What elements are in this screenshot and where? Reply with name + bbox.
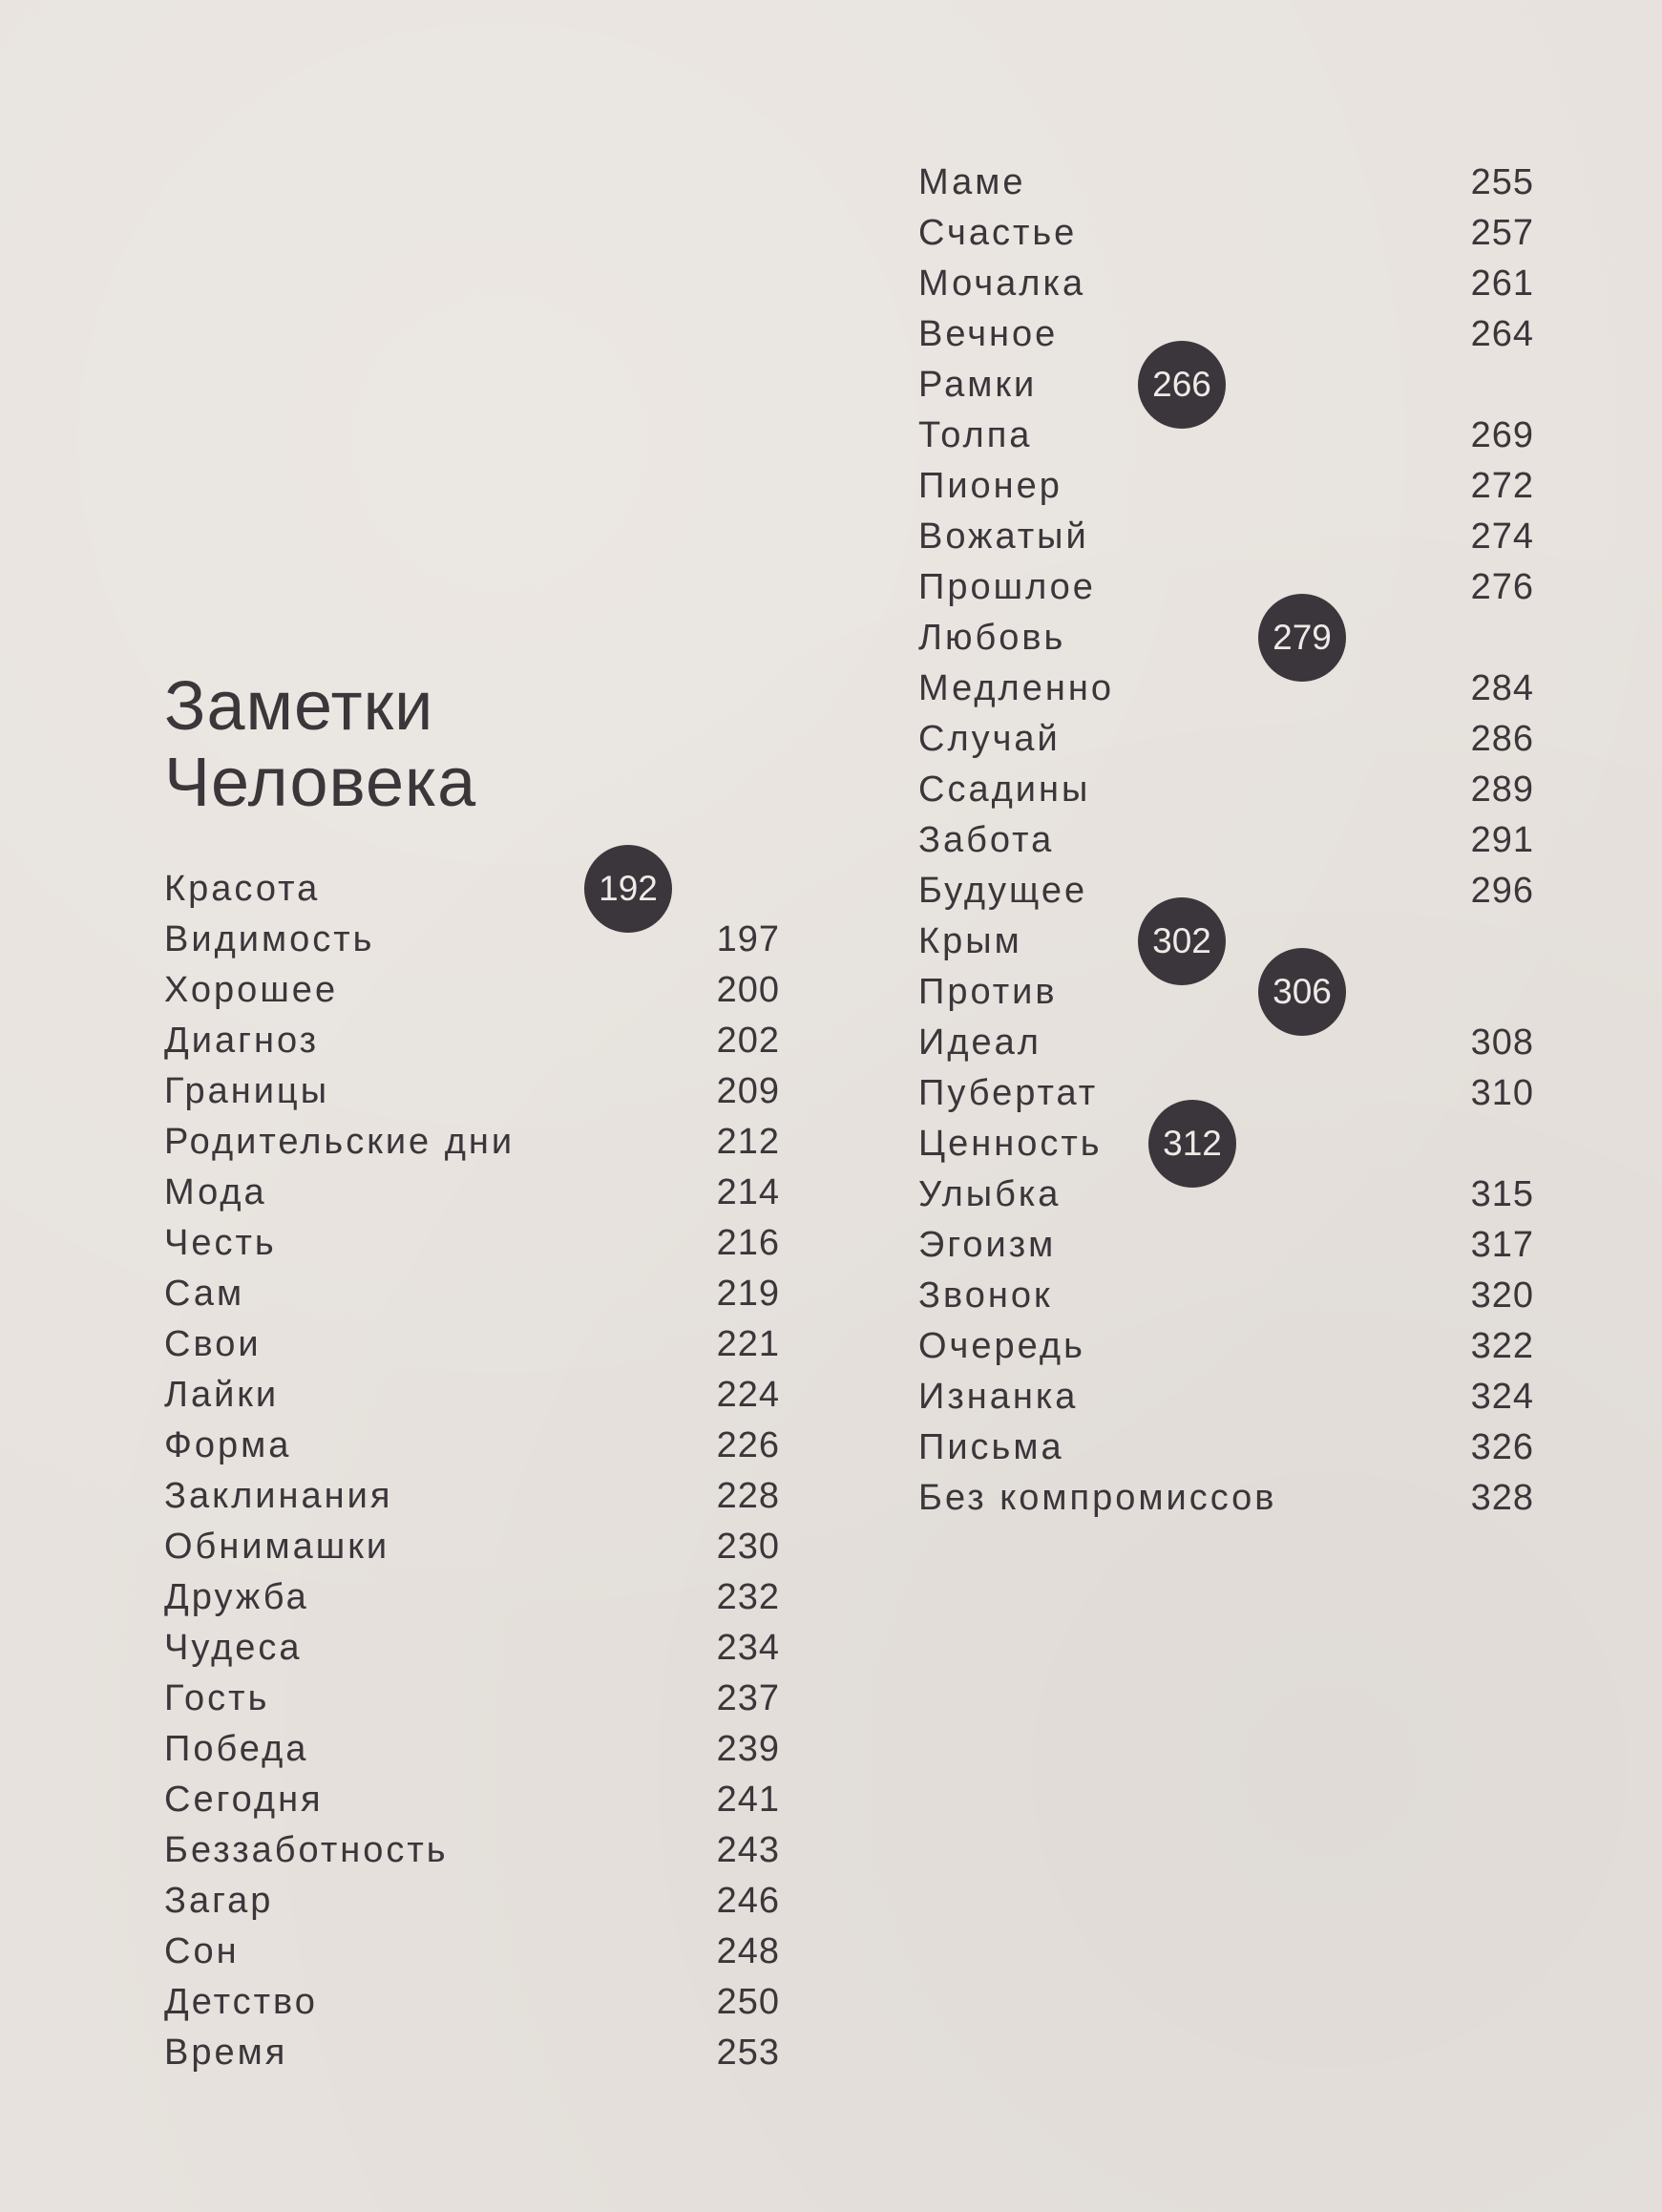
toc-entry — [164, 864, 780, 915]
toc-entry-page: 261 — [1470, 263, 1534, 304]
toc-entry — [164, 1168, 780, 1218]
toc-entry — [918, 1372, 1534, 1422]
toc-entry-title: Форма — [164, 1425, 292, 1465]
toc-entry — [918, 259, 1534, 309]
toc-entry-title: Беззаботность — [164, 1830, 449, 1870]
toc-entry-title: Чудеса — [164, 1628, 303, 1668]
toc-entry-page-highlight-dot: 302 — [1138, 897, 1226, 985]
toc-entry-title: Время — [164, 2033, 288, 2073]
toc-entry-page-highlight-dot: 306 — [1258, 948, 1346, 1036]
toc-entry-page: 232 — [716, 1577, 780, 1617]
toc-entry-title: Без компромиссов — [918, 1478, 1277, 1518]
toc-entry — [164, 1724, 780, 1775]
toc-entry — [918, 664, 1534, 714]
toc-entry-page-highlight-dot: 312 — [1148, 1100, 1236, 1188]
toc-entry-title: Границы — [164, 1071, 329, 1111]
toc-entry — [918, 1220, 1534, 1271]
toc-entry-title: Ссадины — [918, 769, 1091, 810]
toc-entry-page: 324 — [1470, 1377, 1534, 1417]
toc-entry-page: 216 — [716, 1223, 780, 1263]
toc-entry-page: 315 — [1470, 1174, 1534, 1214]
toc-entry-title: Обнимашки — [164, 1527, 390, 1567]
toc-entry-page: 228 — [716, 1476, 780, 1516]
toc-entry-title: Вожатый — [918, 516, 1089, 557]
toc-entry-title: Прошлое — [918, 567, 1096, 607]
section-title-line-1: Заметки — [164, 668, 434, 745]
toc-entry — [918, 461, 1534, 512]
toc-entry-title: Красота — [164, 869, 321, 909]
toc-entry-page: 241 — [716, 1780, 780, 1820]
toc-entry-title: Очередь — [918, 1326, 1085, 1366]
toc-entry-page: 246 — [716, 1881, 780, 1921]
toc-entry-page: 326 — [1470, 1427, 1534, 1467]
toc-entry — [164, 1471, 780, 1522]
toc-entry — [918, 1473, 1534, 1524]
toc-entry-title: Победа — [164, 1729, 309, 1769]
toc-entry-title: Лайки — [164, 1375, 280, 1415]
toc-entry — [918, 309, 1534, 360]
toc-entry-title: Вечное — [918, 314, 1059, 354]
toc-entry — [164, 1876, 780, 1927]
toc-entry-page: 310 — [1470, 1073, 1534, 1113]
toc-entry — [918, 765, 1534, 815]
toc-entry — [164, 1522, 780, 1572]
toc-entry — [918, 158, 1534, 208]
toc-entry-title: Мочалка — [918, 263, 1086, 304]
toc-entry — [918, 1271, 1534, 1321]
toc-entry-page: 234 — [716, 1628, 780, 1668]
toc-entry-page: 276 — [1470, 567, 1534, 607]
toc-entry-title: Пионер — [918, 466, 1062, 506]
toc-entry — [918, 562, 1534, 613]
toc-entry — [164, 1269, 780, 1319]
toc-entry — [918, 512, 1534, 562]
toc-entry — [164, 1421, 780, 1471]
toc-entry-page-highlight-dot: 266 — [1138, 341, 1226, 429]
toc-entry — [918, 1321, 1534, 1372]
toc-entry-title: Эгоизм — [918, 1225, 1057, 1265]
toc-left-column — [164, 864, 780, 2078]
toc-entry-title: Мода — [164, 1172, 267, 1212]
toc-entry — [918, 714, 1534, 765]
toc-entry-title: Любовь — [918, 618, 1066, 658]
toc-entry-title: Забота — [918, 820, 1055, 860]
toc-entry-page: 255 — [1470, 162, 1534, 202]
toc-entry-page: 264 — [1470, 314, 1534, 354]
toc-entry — [164, 1977, 780, 2028]
toc-entry — [918, 1018, 1534, 1068]
toc-entry — [164, 1319, 780, 1370]
toc-entry-title: Гость — [164, 1678, 270, 1718]
toc-entry-title: Родительские дни — [164, 1122, 515, 1162]
toc-entry-page: 308 — [1470, 1022, 1534, 1063]
section-title — [164, 668, 476, 821]
toc-entry — [918, 613, 1534, 664]
toc-entry-page: 286 — [1470, 719, 1534, 759]
toc-entry — [918, 815, 1534, 866]
toc-entry — [918, 411, 1534, 461]
toc-entry-page: 320 — [1470, 1275, 1534, 1316]
toc-entry-page-highlight-dot: 192 — [584, 845, 672, 933]
toc-entry-page: 230 — [716, 1527, 780, 1567]
toc-entry-title: Письма — [918, 1427, 1064, 1467]
toc-right-column — [918, 158, 1534, 1524]
toc-entry-page: 250 — [716, 1982, 780, 2022]
toc-entry-page: 212 — [716, 1122, 780, 1162]
toc-entry — [918, 1422, 1534, 1473]
toc-entry-title: Будущее — [918, 871, 1088, 911]
toc-entry-title: Сон — [164, 1931, 240, 1971]
toc-entry — [164, 1674, 780, 1724]
toc-entry-page: 257 — [1470, 213, 1534, 253]
toc-entry — [918, 360, 1534, 411]
toc-entry — [164, 1775, 780, 1825]
toc-entry-title: Диагноз — [164, 1021, 320, 1061]
toc-entry-title: Загар — [164, 1881, 274, 1921]
toc-entry-page: 202 — [716, 1021, 780, 1061]
section-title-line-2: Человека — [164, 745, 477, 821]
toc-entry — [918, 1119, 1534, 1169]
toc-entry-title: Звонок — [918, 1275, 1053, 1316]
toc-entry-title: Заклинания — [164, 1476, 393, 1516]
toc-entry-page: 322 — [1470, 1326, 1534, 1366]
toc-entry-page: 221 — [716, 1324, 780, 1364]
toc-entry-title: Медленно — [918, 668, 1114, 708]
toc-entry-page: 224 — [716, 1375, 780, 1415]
toc-entry — [164, 1623, 780, 1674]
toc-entry-title: Случай — [918, 719, 1061, 759]
toc-entry-page: 237 — [716, 1678, 780, 1718]
toc-entry-title: Счастье — [918, 213, 1078, 253]
toc-entry-title: Сегодня — [164, 1780, 324, 1820]
toc-entry-title: Идеал — [918, 1022, 1041, 1063]
toc-entry-page: 197 — [716, 919, 780, 959]
toc-entry — [918, 866, 1534, 916]
toc-entry-page: 317 — [1470, 1225, 1534, 1265]
toc-entry-title: Толпа — [918, 415, 1033, 455]
toc-entry — [164, 1927, 780, 1977]
toc-entry — [918, 967, 1534, 1018]
toc-entry-page: 226 — [716, 1425, 780, 1465]
toc-entry-title: Ценность — [918, 1124, 1103, 1164]
toc-entry-title: Видимость — [164, 919, 375, 959]
toc-entry-page: 200 — [716, 970, 780, 1010]
toc-entry — [918, 1068, 1534, 1119]
toc-entry — [918, 916, 1534, 967]
toc-entry — [164, 1218, 780, 1269]
toc-entry — [164, 1066, 780, 1117]
toc-entry-title: Дружба — [164, 1577, 309, 1617]
toc-entry-page: 248 — [716, 1931, 780, 1971]
toc-entry — [164, 2028, 780, 2078]
toc-entry — [164, 915, 780, 965]
toc-entry-title: Маме — [918, 162, 1026, 202]
toc-entry — [164, 1825, 780, 1876]
toc-entry-page: 291 — [1470, 820, 1534, 860]
toc-entry-page: 328 — [1470, 1478, 1534, 1518]
toc-entry — [918, 1169, 1534, 1220]
toc-entry-page: 296 — [1470, 871, 1534, 911]
toc-entry-title: Честь — [164, 1223, 277, 1263]
toc-entry-page: 289 — [1470, 769, 1534, 810]
toc-entry-page: 243 — [716, 1830, 780, 1870]
toc-entry — [164, 1016, 780, 1066]
toc-entry-page: 272 — [1470, 466, 1534, 506]
toc-entry-page-highlight-dot: 279 — [1258, 594, 1346, 682]
toc-entry-page: 284 — [1470, 668, 1534, 708]
toc-entry-title: Хорошее — [164, 970, 339, 1010]
toc-entry-page: 269 — [1470, 415, 1534, 455]
toc-entry-title: Изнанка — [918, 1377, 1079, 1417]
toc-entry-title: Рамки — [918, 365, 1038, 405]
toc-entry-title: Крым — [918, 921, 1022, 961]
toc-entry — [164, 1370, 780, 1421]
toc-entry-title: Улыбка — [918, 1174, 1062, 1214]
toc-entry-page: 239 — [716, 1729, 780, 1769]
toc-entry-title: Против — [918, 972, 1058, 1012]
toc-entry-page: 209 — [716, 1071, 780, 1111]
toc-entry-title: Детство — [164, 1982, 318, 2022]
toc-entry-page: 274 — [1470, 516, 1534, 557]
toc-entry — [164, 965, 780, 1016]
toc-entry — [918, 208, 1534, 259]
toc-entry-title: Свои — [164, 1324, 262, 1364]
toc-entry-title: Сам — [164, 1274, 245, 1314]
toc-entry — [164, 1572, 780, 1623]
toc-entry — [164, 1117, 780, 1168]
toc-entry-page: 253 — [716, 2033, 780, 2073]
toc-entry-page: 219 — [716, 1274, 780, 1314]
toc-entry-page: 214 — [716, 1172, 780, 1212]
toc-entry-title: Пубертат — [918, 1073, 1099, 1113]
